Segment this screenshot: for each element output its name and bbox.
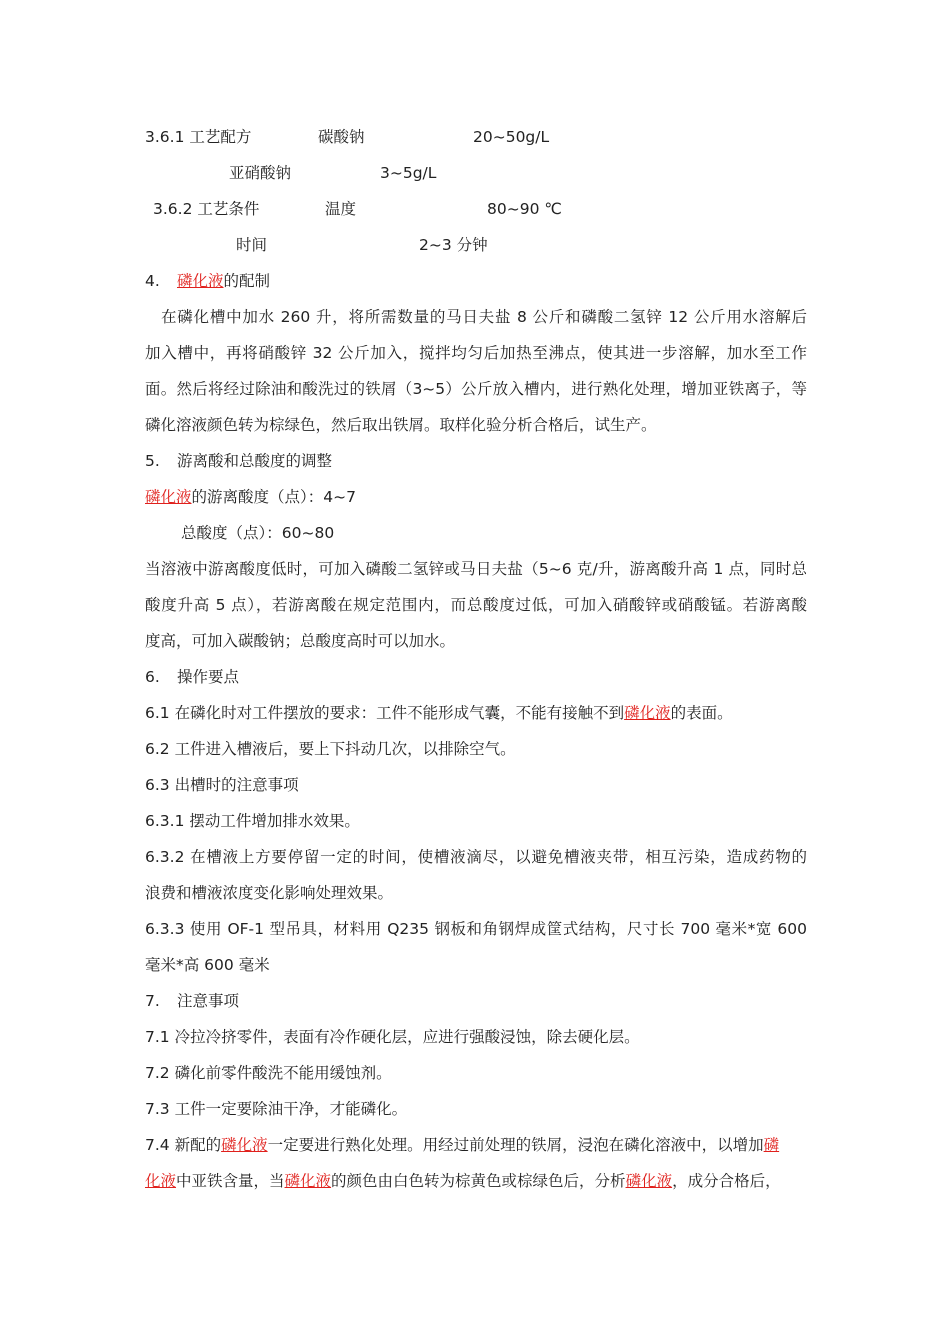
phosphating-solution-link[interactable]: 磷化液: [284, 1172, 332, 1190]
item-6-3-2-line-2: 浪费和槽液浓度变化影响处理效果。: [145, 884, 394, 902]
item-6-2: 6.2 工件进入槽液后，要上下抖动几次，以排除空气。: [145, 740, 516, 758]
section-7-title: 注意事项: [177, 992, 240, 1010]
section-4-para-line-4: 磷化溶液颜色转为棕绿色，然后取出铁屑。取样化验分析合格后，试生产。: [145, 416, 657, 434]
item-7-4-line-1: [145, 1135, 807, 1155]
section-4-heading-rest: 的配制: [223, 272, 271, 290]
section-3-6-1-label: 3.6.1 工艺配方: [145, 128, 252, 146]
formula-value-sodium-carbonate: 20~50g/L: [473, 128, 550, 146]
section-5-para-line-3: 度高，可加入碳酸钠；总酸度高时可以加水。: [145, 632, 456, 650]
condition-value-temperature: 80~90 ℃: [487, 200, 562, 218]
formula-item-sodium-carbonate: 碳酸钠: [318, 128, 365, 146]
phosphating-solution-link[interactable]: 化液: [145, 1172, 177, 1190]
item-6-1: [145, 703, 733, 723]
section-3-6-2-label: 3.6.2 工艺条件: [153, 200, 260, 218]
section-5-number: 5.: [145, 452, 160, 470]
section-5-para-line-2: 酸度升高 5 点），若游离酸在规定范围内，而总酸度过低，可加入硝酸锌或硝酸锰。若游离酸: [145, 596, 807, 614]
item-7-4-line-2: [145, 1171, 810, 1191]
section-6-number: 6.: [145, 668, 160, 686]
condition-item-temperature: 温度: [325, 200, 357, 218]
section-5-para-line-1: 当溶液中游离酸度低时，可加入磷酸二氢锌或马日夫盐（5~6 克/升，游离酸升高 1 点，同时总: [145, 560, 807, 578]
condition-value-time: 2~3 分钟: [419, 236, 488, 254]
formula-item-sodium-nitrite: 亚硝酸钠: [229, 164, 292, 182]
section-4-para-line-1: 在磷化槽中加水 260 升，将所需数量的马日夫盐 8 公斤和磷酸二氢锌 12 公斤用水溶解后: [161, 308, 807, 326]
item-7-3: 7.3 工件一定要除油干净，才能磷化。: [145, 1100, 408, 1118]
item-6-3-1: 6.3.1 摆动工件增加排水效果。: [145, 812, 360, 830]
section-4-heading: [177, 271, 270, 291]
phosphating-solution-link[interactable]: 磷化液: [145, 488, 192, 506]
item-7-4-text-a: 7.4 新配的: [145, 1136, 222, 1154]
item-6-3-3-line-2: 毫米*高 600 毫米: [145, 956, 270, 974]
item-7-4-text-b: 一定要进行熟化处理。用经过前处理的铁屑，浸泡在磷化溶液中，以增加: [267, 1136, 764, 1154]
item-7-4-text-e: ，成分合格后，: [672, 1172, 781, 1190]
item-7-4-text-d: 的颜色由白色转为棕黄色或棕绿色后，分析: [331, 1172, 626, 1190]
phosphating-solution-link[interactable]: 磷化液: [625, 1172, 673, 1190]
section-7-number: 7.: [145, 992, 160, 1010]
phosphating-solution-link[interactable]: 磷: [763, 1136, 780, 1154]
section-4-para-line-2: 加入槽中，再将硝酸锌 32 公斤加入，搅拌均匀后加热至沸点，使其进一步溶解，加水至工作: [145, 344, 807, 362]
item-6-1-text-a: 6.1 在磷化时对工件摆放的要求：工件不能形成气囊，不能有接触不到: [145, 704, 625, 722]
section-4-number: 4.: [145, 272, 160, 290]
section-4-para-line-3: 面。然后将经过除油和酸洗过的铁屑（3~5）公斤放入槽内，进行熟化处理，增加亚铁离子，等: [145, 380, 807, 398]
phosphating-solution-link[interactable]: 磷化液: [624, 704, 671, 722]
item-7-1: 7.1 冷拉冷挤零件，表面有冷作硬化层，应进行强酸浸蚀，除去硬化层。: [145, 1028, 640, 1046]
condition-item-time: 时间: [236, 236, 268, 254]
free-acidity-text: 的游离酸度（点）：4~7: [191, 488, 356, 506]
item-7-2: 7.2 磷化前零件酸洗不能用缓蚀剂。: [145, 1064, 392, 1082]
total-acidity-line: 总酸度（点）：60~80: [181, 524, 335, 542]
item-6-3: 6.3 出槽时的注意事项: [145, 776, 299, 794]
free-acidity-line: [145, 487, 356, 507]
item-6-1-text-b: 的表面。: [670, 704, 733, 722]
item-7-4-text-c: 中亚铁含量，当: [176, 1172, 285, 1190]
item-6-3-3-line-1: 6.3.3 使用 OF-1 型吊具，材料用 Q235 钢板和角钢焊成筐式结构，尺寸长 700 毫米*宽 600: [145, 920, 807, 938]
formula-value-sodium-nitrite: 3~5g/L: [380, 164, 437, 182]
phosphating-solution-link[interactable]: 磷化液: [221, 1136, 268, 1154]
item-6-3-2-line-1: 6.3.2 在槽液上方要停留一定的时间，使槽液滴尽，以避免槽液夹带，相互污染，造成药物的: [145, 848, 807, 866]
section-6-title: 操作要点: [177, 668, 240, 686]
phosphating-solution-link[interactable]: 磷化液: [177, 272, 224, 290]
section-5-title: 游离酸和总酸度的调整: [177, 452, 333, 470]
